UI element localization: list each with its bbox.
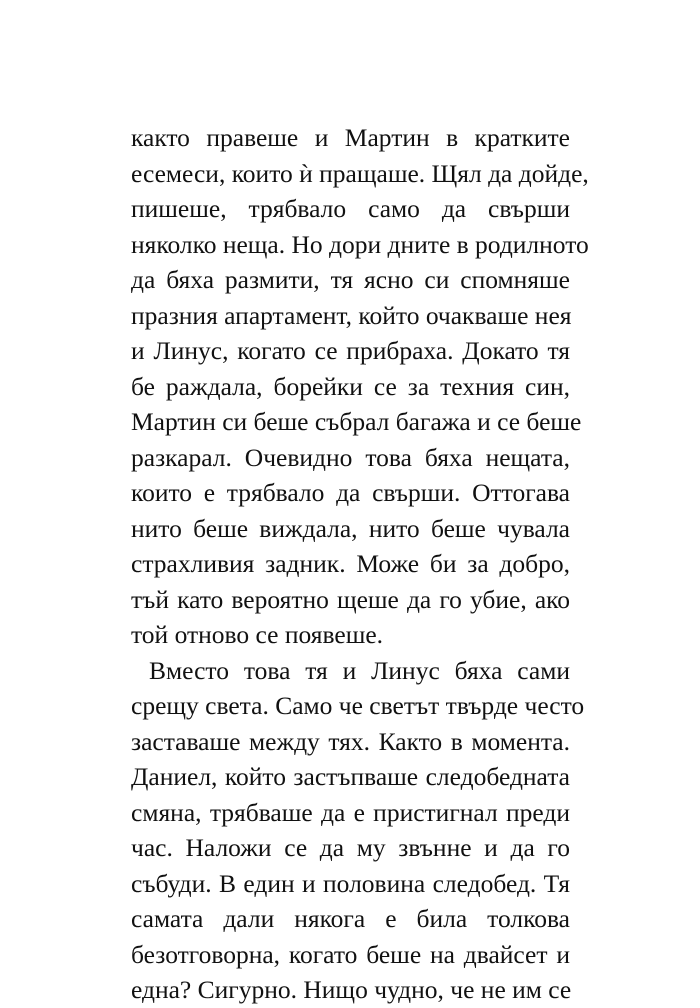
text-line: събуди. В един и половина следобед. Тя [131,868,570,898]
text-line: страхливия задник. Може би за добро, [131,549,570,578]
text-line: смяна, трябваше да е пристигнал преди [131,797,570,827]
text-line: няколко неща. Но дори дните в родилното [131,229,589,259]
text-line: есемеси, които ѝ пращаше. Щял да дойде, [131,158,589,188]
text-line: които е трябвало да свърши. Оттогава [131,478,570,507]
paragraph-1 [131,120,589,653]
text-line: нито беше виждала, нито беше чувала [131,513,570,543]
text-line: една? Сигурно. Нищо чудно, че не им се [131,975,572,1004]
text-line: празния апартамент, който очакваше нея [131,300,572,330]
text-line: Даниел, който застъпваше следобедната [131,762,570,791]
body-text [131,120,589,1008]
text-line: разкарал. Очевидно това бяха нещата, [131,442,570,472]
text-line: час. Наложи се да му звънне и да го [131,833,570,862]
text-line: самата дали някога е била толкова [131,904,570,933]
text-line: пишеше, трябвало само да свърши [131,194,570,223]
text-line: тъй като вероятно щеше да го убие, ако [131,584,570,614]
paragraph-2 [131,653,585,1008]
text-line: безотговорна, когато беше на двайсет и [131,939,570,969]
text-line: Вместо това тя и Линус бяха сами [149,655,570,685]
text-line: Мартин си беше събрал багажа и се беше [131,407,582,436]
text-line: срещу света. Само че светът твърде често [131,691,585,720]
text-line: както правеше и Мартин в кратките [131,123,570,152]
text-line: да бяха размити, тя ясно си спомняше [131,265,570,294]
text-line: заставаше между тях. Както в момента. [131,726,570,756]
text-line: той отново се появеше. [131,620,384,649]
text-line: бе раждала, борейки се за техния син, [131,371,570,401]
text-line: и Линус, когато се прибраха. Докато тя [131,336,570,365]
